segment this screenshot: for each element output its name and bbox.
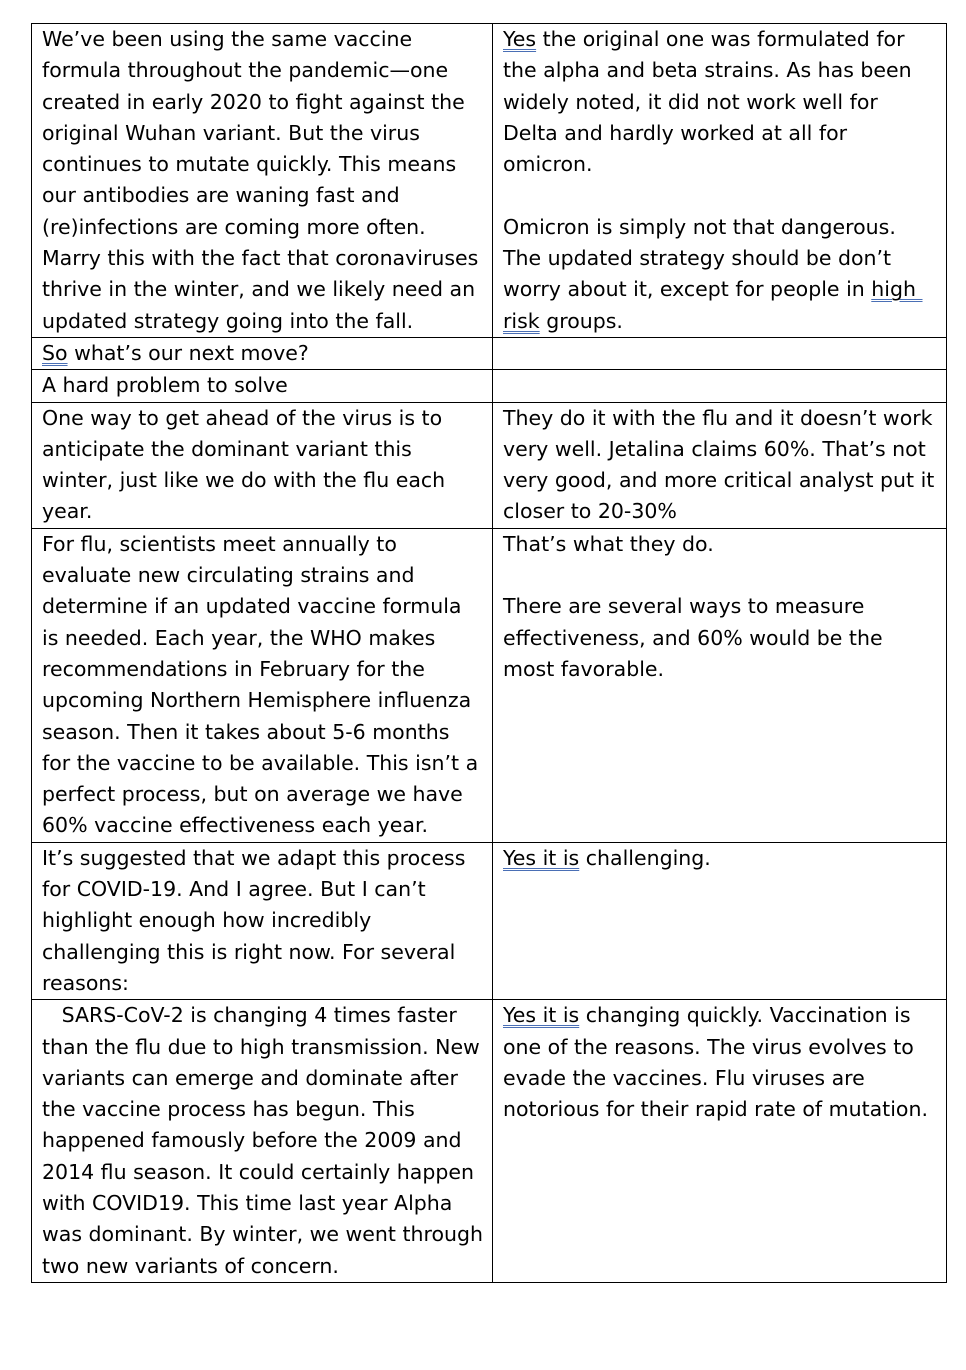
table-row (32, 1000, 947, 1283)
quote-text: A hard problem to solve (42, 373, 288, 398)
quote-cell (32, 402, 493, 528)
quote-cell (32, 842, 493, 999)
quote-cell (32, 1000, 493, 1283)
response-text: Yes it is challenging. (503, 845, 711, 870)
response-text: That’s what they do. (503, 531, 714, 556)
response-cell (493, 1000, 947, 1283)
quote-cell (32, 528, 493, 842)
quote-text: SARS-CoV-2 is changing 4 times faster than the flu due to high transmission. New variants can emerge and dominate after the vaccine process has begun. This happened famously before the 2009 and 2014 flu season. It could certainly happen with COVID19. This time last year Alpha was dominant. By winter, we went through two new variants of concern. (42, 1003, 490, 1278)
quote-text: One way to get ahead of the virus is to anticipate the dominant variant this winter, just like we do with the flu each year. (42, 405, 452, 524)
table-row (32, 337, 947, 369)
response-text: They do it with the flu and it doesn’t work very well. Jetalina claims 60%. That’s not very good, and more critical analyst put it closer to 20-30% (503, 405, 941, 524)
quote-text: For flu, scientists meet annually to evaluate new circulating strains and determine if an updated vaccine formula is needed. Each year, the WHO makes recommendations in February for the upcoming Northern Hemisphere influenza season. Then it takes about 5-6 months for the vaccine to be available. This isn’t a perfect process, but on average we have 60% vaccine effectiveness each year. (42, 531, 485, 838)
table-row (32, 370, 947, 402)
response-cell (493, 842, 947, 999)
quote-text: It’s suggested that we adapt this process for COVID-19. And I agree. But I can’t highlight enough how incredibly challenging this is right now. For several reasons: (42, 845, 472, 995)
commentary-table (31, 23, 947, 1283)
quote-text: So what’s our next move? (42, 340, 309, 365)
quote-cell (32, 370, 493, 402)
response-cell (493, 528, 947, 842)
table-row (32, 842, 947, 999)
quote-cell (32, 24, 493, 338)
quote-cell (32, 337, 493, 369)
paragraph-gap (503, 560, 938, 591)
flagged-word: Yes it is (503, 845, 580, 870)
quote-text: We’ve been using the same vaccine formula throughout the pandemic—one created in early 2020 to fight against the original Wuhan variant. But the virus continues to mutate quickly. This means our antibodies are waning fast and (re)infections are coming more often. Marry this with the fact that coronaviruses thrive in the winter, and we likely need an updated strategy going into the fall. (42, 27, 485, 333)
paragraph-gap (503, 180, 938, 211)
response-text: Yes the original one was formulated for the alpha and beta strains. As has been widely noted, it did not work well for Delta and hardly worked at all for omicron. (503, 27, 919, 177)
response-cell (493, 337, 947, 369)
response-cell (493, 370, 947, 402)
flagged-word: So (42, 340, 68, 365)
response-text: There are several ways to measure effectiveness, and 60% would be the most favorable. (503, 594, 890, 681)
flagged-word: high risk (503, 277, 923, 333)
response-cell (493, 402, 947, 528)
table-row (32, 528, 947, 842)
table-row (32, 24, 947, 338)
table-row (32, 402, 947, 528)
response-text: Yes it is changing quickly. Vaccination is one of the reasons. The virus evolves to evade the vaccines. Flu viruses are notorious for their rapid rate of mutation. (503, 1003, 928, 1122)
flagged-word: Yes it is (503, 1003, 580, 1028)
response-text: Omicron is simply not that dangerous. The updated strategy should be don’t worry about it, except for people in high risk groups. (503, 214, 923, 333)
response-cell (493, 24, 947, 338)
flagged-word: Yes (503, 27, 537, 51)
